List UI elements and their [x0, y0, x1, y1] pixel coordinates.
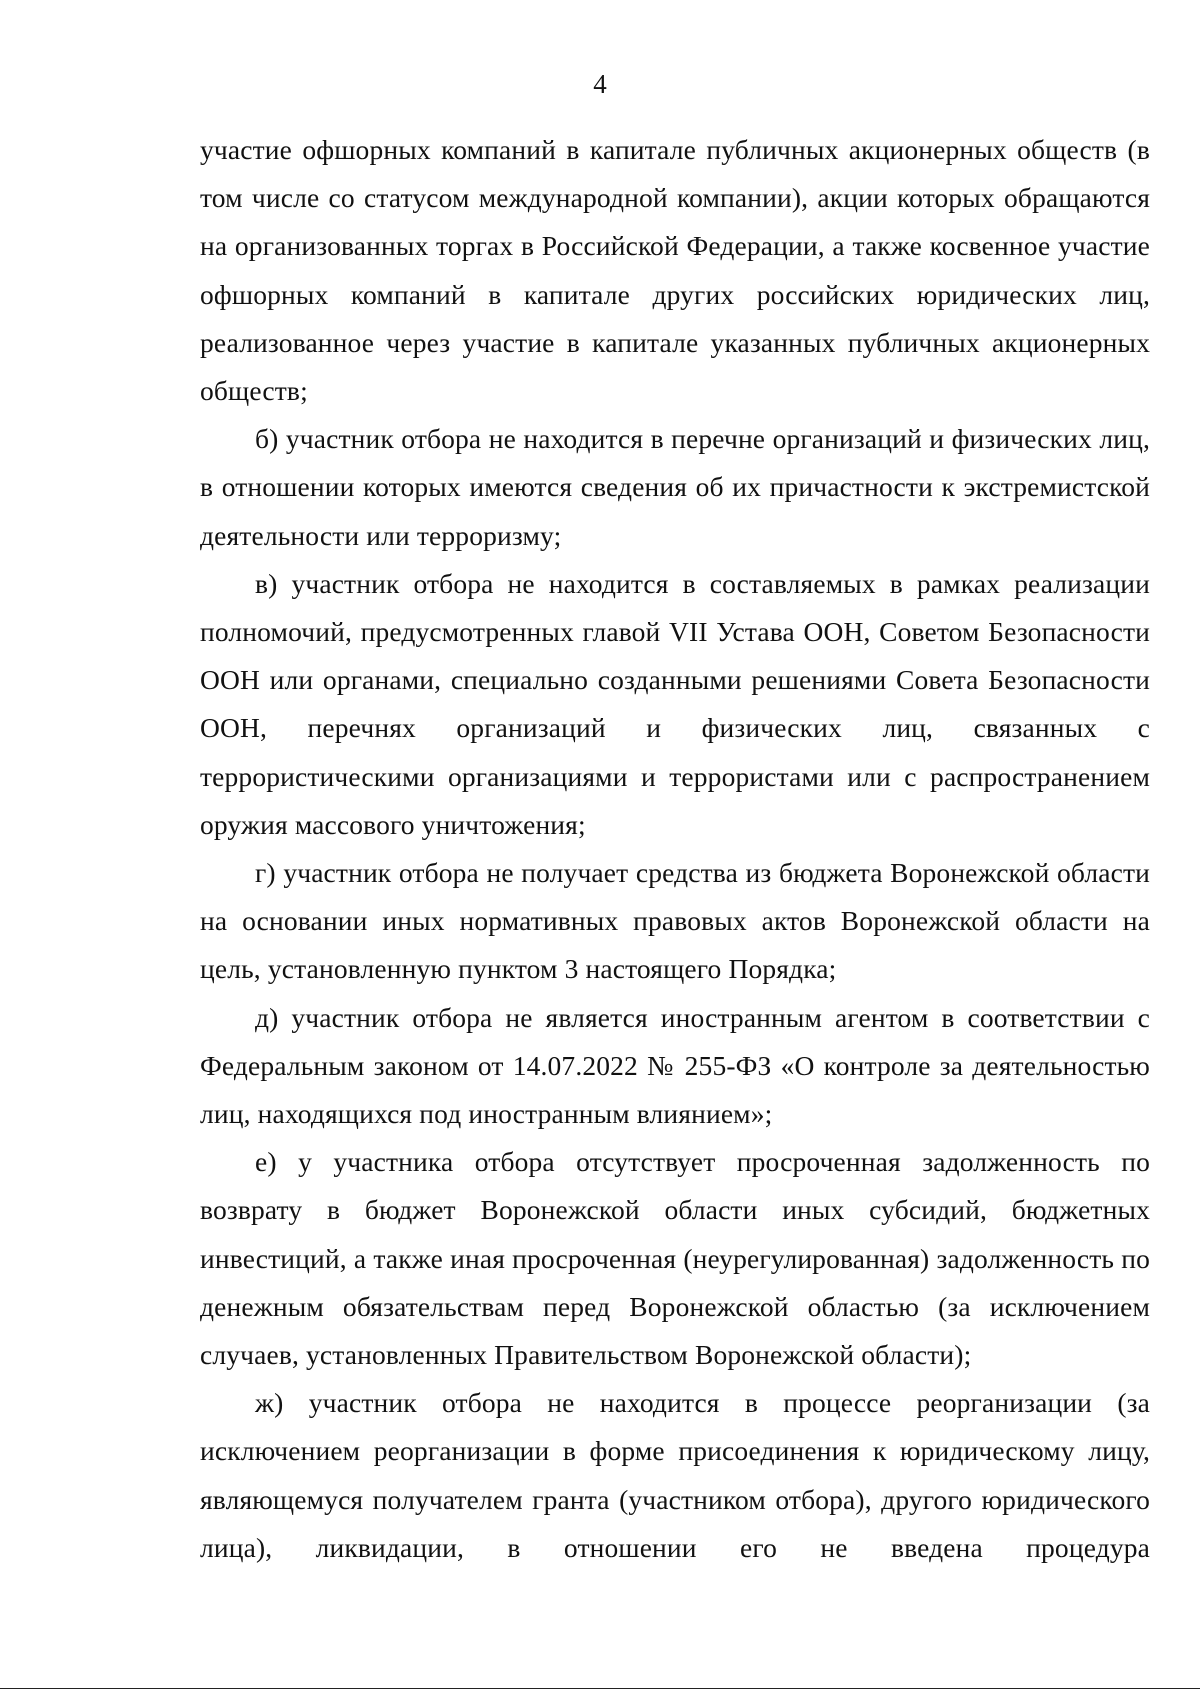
paragraph-continuation: участие офшорных компаний в капитале публичных акционерных обществ (в том числе со статусом международной компании), акции которых обращаются на организованных торгах в Российской Федерации, а также косвенное участие офшорных компаний в капитале других российских юридических лиц, реализованное через участие в капитале указанных публичных акционерных обществ; [200, 134, 1150, 407]
page-bottom-edge-line [0, 1688, 1200, 1689]
paragraph-item-e: е) у участника отбора отсутствует просроченная задолженность по возврату в бюджет Воронежской области иных субсидий, бюджетных инвестиций, а также иная просроченная (неурегулированная) задолженность по денежным обязательствам перед Воронежской областью (за исключением случаев, установленных Правительством Воронежской области); [200, 1146, 1150, 1371]
paragraph-item-v: в) участник отбора не находится в составляемых в рамках реализации полномочий, предусмотренных главой VII Устава ООН, Советом Безопасности ООН или органами, специально созданными решениями Совета Безопасности ООН, перечнях организаций и физических лиц, связанных с террористическими организациями и террористами или с распространением оружия массового уничтожения; [200, 567, 1150, 840]
paragraph-item-b: б) участник отбора не находится в перечне организаций и физических лиц, в отношении которых имеются сведения об их причастности к экстремистской деятельности или терроризму; [200, 423, 1150, 551]
document-body [200, 126, 1150, 1572]
paragraph-item-g: г) участник отбора не получает средства из бюджета Воронежской области на основании иных нормативных правовых актов Воронежской области на цель, установленную пунктом 3 настоящего Порядка; [200, 857, 1150, 985]
paragraph-item-d: д) участник отбора не является иностранным агентом в соответствии с Федеральным законом от 14.07.2022 № 255-ФЗ «О контроле за деятельностью лиц, находящихся под иностранным влиянием»; [200, 1001, 1150, 1130]
page-number: 4 [593, 69, 607, 99]
paragraph-item-zh: ж) участник отбора не находится в процессе реорганизации (за исключением реорганизации в форме присоединения к юридическому лицу, являющемуся получателем гранта (участником отбора), другого юридического лица), ликвидации, в отношении его не введена процедура [200, 1387, 1150, 1563]
